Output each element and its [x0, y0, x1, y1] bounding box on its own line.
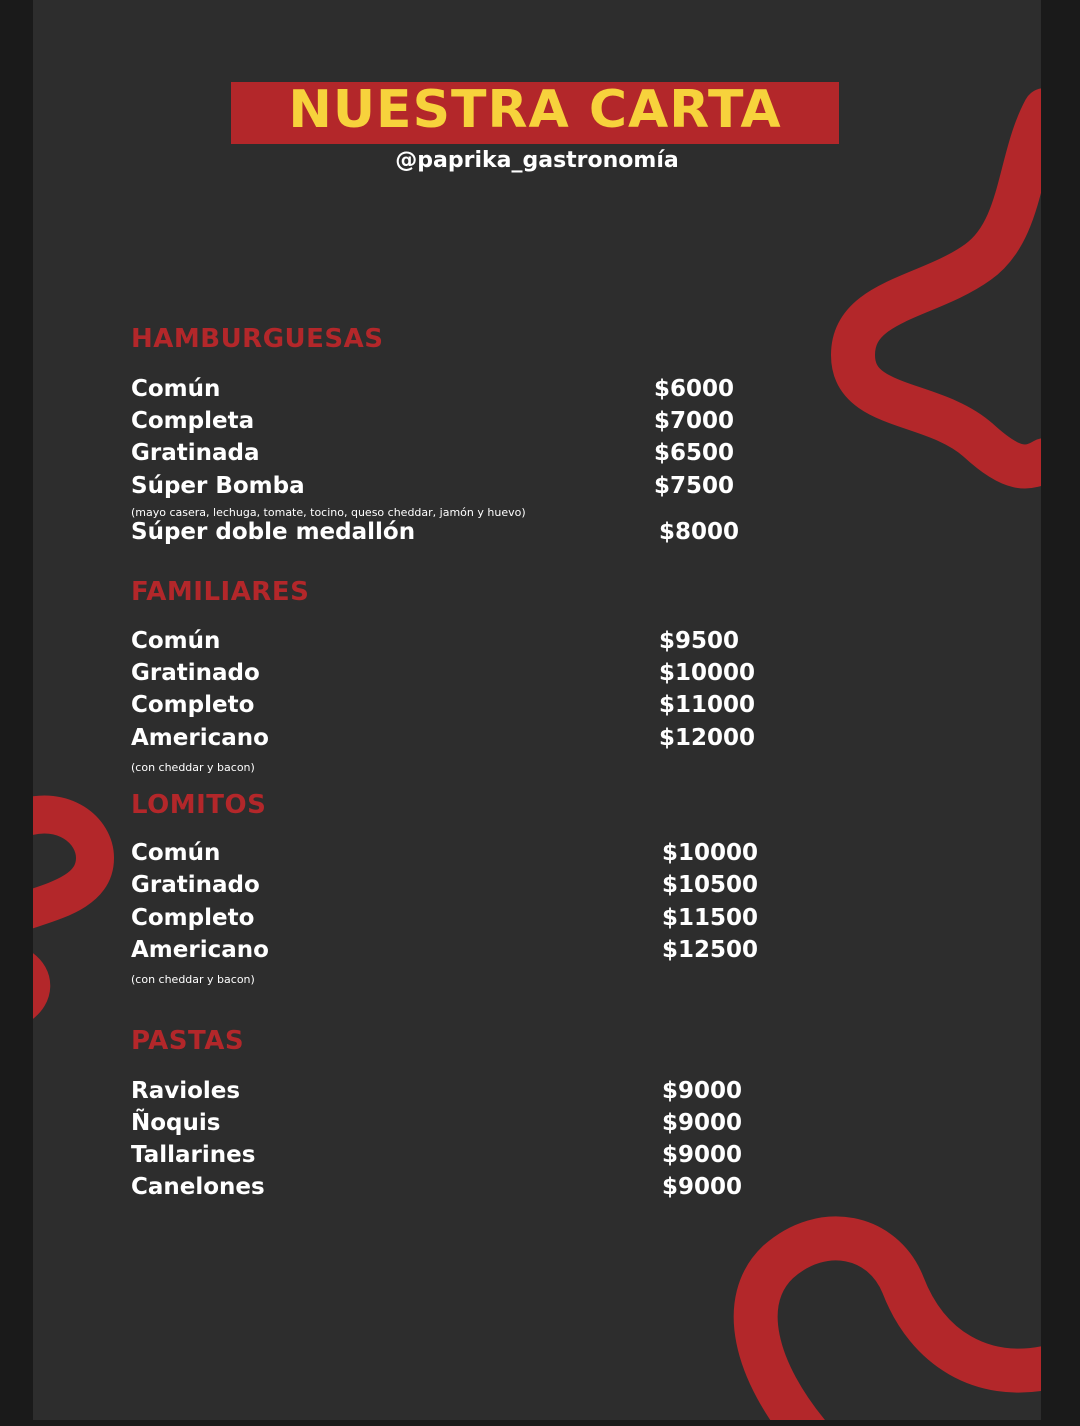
item-note: (con cheddar y bacon)	[131, 973, 255, 986]
item-name: Común	[131, 376, 221, 402]
menu-item	[131, 660, 831, 692]
item-name: Común	[131, 628, 221, 654]
item-price: $9000	[662, 1174, 743, 1200]
page-title: NUESTRA CARTA	[231, 82, 839, 138]
menu-item	[131, 1142, 831, 1174]
item-price: $10000	[662, 840, 759, 866]
item-name: Completa	[131, 408, 255, 434]
menu-item	[131, 840, 831, 872]
menu-item	[131, 519, 831, 551]
item-name: Común	[131, 840, 221, 866]
item-price: $9500	[659, 628, 740, 654]
item-note: (con cheddar y bacon)	[131, 761, 255, 774]
menu-page	[33, 0, 1041, 1420]
item-name: Ravioles	[131, 1078, 241, 1104]
wave-bottom-right	[756, 1238, 1041, 1420]
item-name: Gratinado	[131, 872, 260, 898]
item-name: Súper doble medallón	[131, 519, 416, 545]
item-price: $11500	[662, 905, 759, 931]
section-title-lomitos: LOMITOS	[131, 790, 267, 820]
item-name: Completo	[131, 905, 255, 931]
item-price: $12500	[662, 937, 759, 963]
title-banner	[231, 82, 839, 144]
item-name: Completo	[131, 692, 255, 718]
section-title-pastas: PASTAS	[131, 1026, 245, 1056]
item-name: Gratinado	[131, 660, 260, 686]
menu-item	[131, 692, 831, 724]
menu-item	[131, 725, 831, 757]
item-price: $11000	[659, 692, 756, 718]
item-price: $10500	[662, 872, 759, 898]
item-name: Ñoquis	[131, 1110, 221, 1136]
wave-left	[33, 814, 95, 910]
item-price: $9000	[662, 1142, 743, 1168]
item-price: $10000	[659, 660, 756, 686]
menu-item	[131, 1110, 831, 1142]
menu-item	[131, 440, 831, 472]
menu-item	[131, 937, 831, 969]
item-price: $8000	[659, 519, 740, 545]
wave-left-small	[33, 962, 37, 1010]
item-price: $7000	[654, 408, 735, 434]
item-name: Americano	[131, 937, 269, 963]
item-price: $9000	[662, 1110, 743, 1136]
item-note: (mayo casera, lechuga, tomate, tocino, queso cheddar, jamón y huevo)	[131, 506, 526, 519]
item-price: $6000	[654, 376, 735, 402]
menu-item	[131, 1174, 831, 1206]
item-name: Tallarines	[131, 1142, 256, 1168]
item-name: Canelones	[131, 1174, 265, 1200]
item-name: Americano	[131, 725, 269, 751]
item-name: Súper Bomba	[131, 473, 305, 499]
menu-item	[131, 408, 831, 440]
menu-item	[131, 376, 831, 408]
item-name: Gratinada	[131, 440, 260, 466]
menu-item	[131, 905, 831, 937]
item-price: $9000	[662, 1078, 743, 1104]
item-price: $6500	[654, 440, 735, 466]
menu-item	[131, 473, 831, 505]
menu-item	[131, 628, 831, 660]
item-price: $7500	[654, 473, 735, 499]
item-price: $12000	[659, 725, 756, 751]
section-title-hamburguesas: HAMBURGUESAS	[131, 324, 384, 354]
menu-item	[131, 1078, 831, 1110]
menu-item	[131, 872, 831, 904]
social-handle: @paprika_gastronomía	[395, 148, 679, 173]
section-title-familiares: FAMILIARES	[131, 577, 310, 607]
